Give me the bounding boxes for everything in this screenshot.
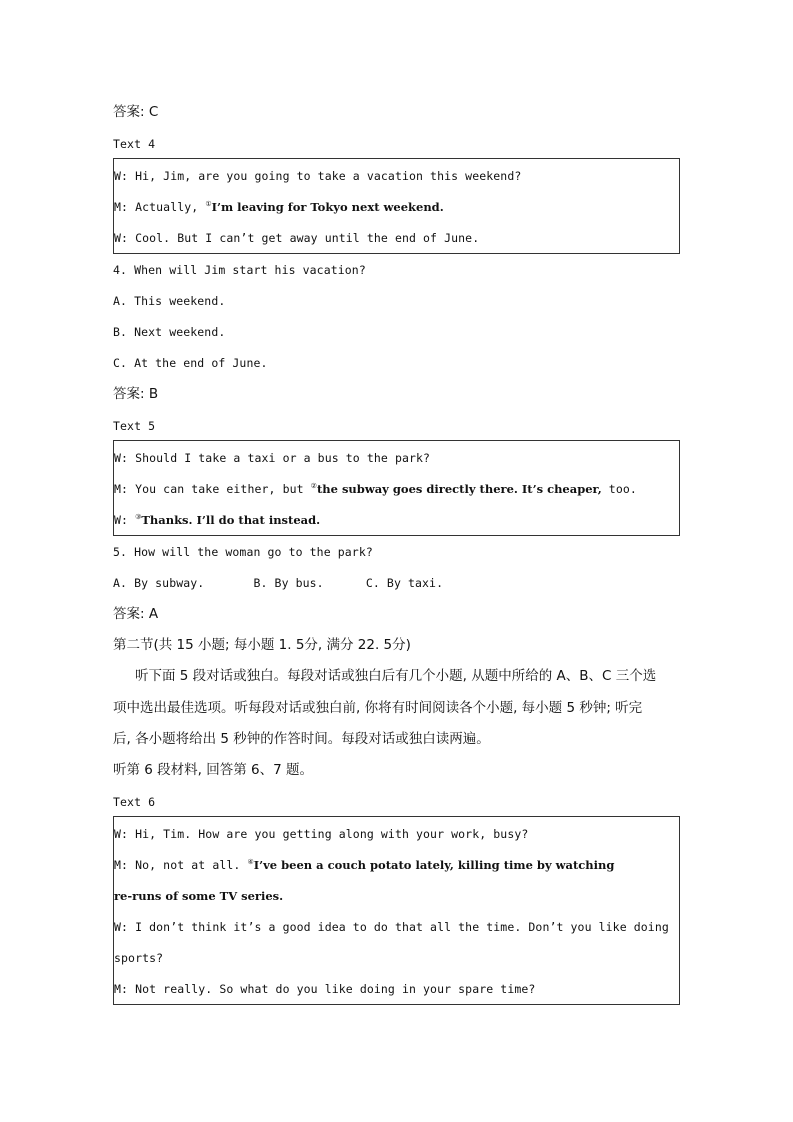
note-mark-3: ③ xyxy=(135,513,142,521)
text5-line-2 xyxy=(114,481,637,497)
text5-dialogue-box xyxy=(113,440,680,536)
text5-line-1: W: Should I take a taxi or a bus to the park? xyxy=(114,451,431,465)
section2-heading: 第二节(共 15 小题; 每小题 1. 5分, 满分 22. 5分) xyxy=(113,637,411,653)
text6-dialogue-box xyxy=(113,816,680,1005)
text4-title: Text 4 xyxy=(113,137,156,151)
text6-line-2-prefix: M: No, not at all. xyxy=(114,858,248,872)
q4-option-c: C. At the end of June. xyxy=(113,356,268,370)
text6-line-3: re-runs of some TV series. xyxy=(114,889,284,903)
text4-dialogue-box xyxy=(113,158,680,254)
text5-line-3-prefix: W: xyxy=(114,513,136,527)
section2-instruction: 听第 6 段材料, 回答第 6、7 题。 xyxy=(113,762,314,778)
text6-line-2 xyxy=(114,857,614,873)
text6-title: Text 6 xyxy=(113,795,156,809)
text4-line-2 xyxy=(114,199,444,215)
text6-line-2-key: I’ve been a couch potato lately, killing time by watching xyxy=(253,858,615,872)
note-mark-2: ② xyxy=(310,482,317,490)
section2-para-line-2: 项中选出最佳选项。听每段对话或独白前, 你将有时间阅读各个小题, 每小题 5 秒钟; 听完 xyxy=(113,700,643,716)
text5-line-2-suffix: too. xyxy=(601,482,637,496)
text4-line-2-key: I’m leaving for Tokyo next weekend. xyxy=(211,200,444,214)
note-mark-1: ① xyxy=(205,200,212,208)
text5-title: Text 5 xyxy=(113,419,156,433)
text6-line-5: sports? xyxy=(114,951,164,965)
text6-line-1: W: Hi, Tim. How are you getting along with your work, busy? xyxy=(114,827,529,841)
q4-option-b: B. Next weekend. xyxy=(113,325,226,339)
text5-line-3-key: Thanks. I’ll do that instead. xyxy=(141,513,321,527)
q5-answer: 答案: A xyxy=(113,606,159,622)
note-mark-4: ④ xyxy=(247,858,254,866)
text5-line-2-key: the subway goes directly there. It’s cheaper, xyxy=(316,482,602,496)
text6-line-6: M: Not really. So what do you like doing in your spare time? xyxy=(114,982,536,996)
text4-line-1: W: Hi, Jim, are you going to take a vacation this weekend? xyxy=(114,169,522,183)
section2-para-line-1: 听下面 5 段对话或独白。每段对话或独白后有几个小题, 从题中所给的 A、B、C 三个选 xyxy=(135,668,657,684)
text5-line-3 xyxy=(114,512,320,528)
q4-option-a: A. This weekend. xyxy=(113,294,226,308)
q4-answer: 答案: B xyxy=(113,386,159,402)
text5-line-2-prefix: M: You can take either, but xyxy=(114,482,311,496)
section2-para-line-3: 后, 各小题将给出 5 秒钟的作答时间。每段对话或独白读两遍。 xyxy=(113,731,490,747)
text4-line-2-prefix: M: Actually, xyxy=(114,200,206,214)
q5-options: A. By subway. B. By bus. C. By taxi. xyxy=(113,576,444,590)
q5-question: 5. How will the woman go to the park? xyxy=(113,545,373,559)
q4-question: 4. When will Jim start his vacation? xyxy=(113,263,366,277)
text4-line-3: W: Cool. But I can’t get away until the end of June. xyxy=(114,231,480,245)
text6-line-4: W: I don’t think it’s a good idea to do that all the time. Don’t you like doing xyxy=(114,920,669,934)
answer-q3: 答案: C xyxy=(113,104,159,120)
